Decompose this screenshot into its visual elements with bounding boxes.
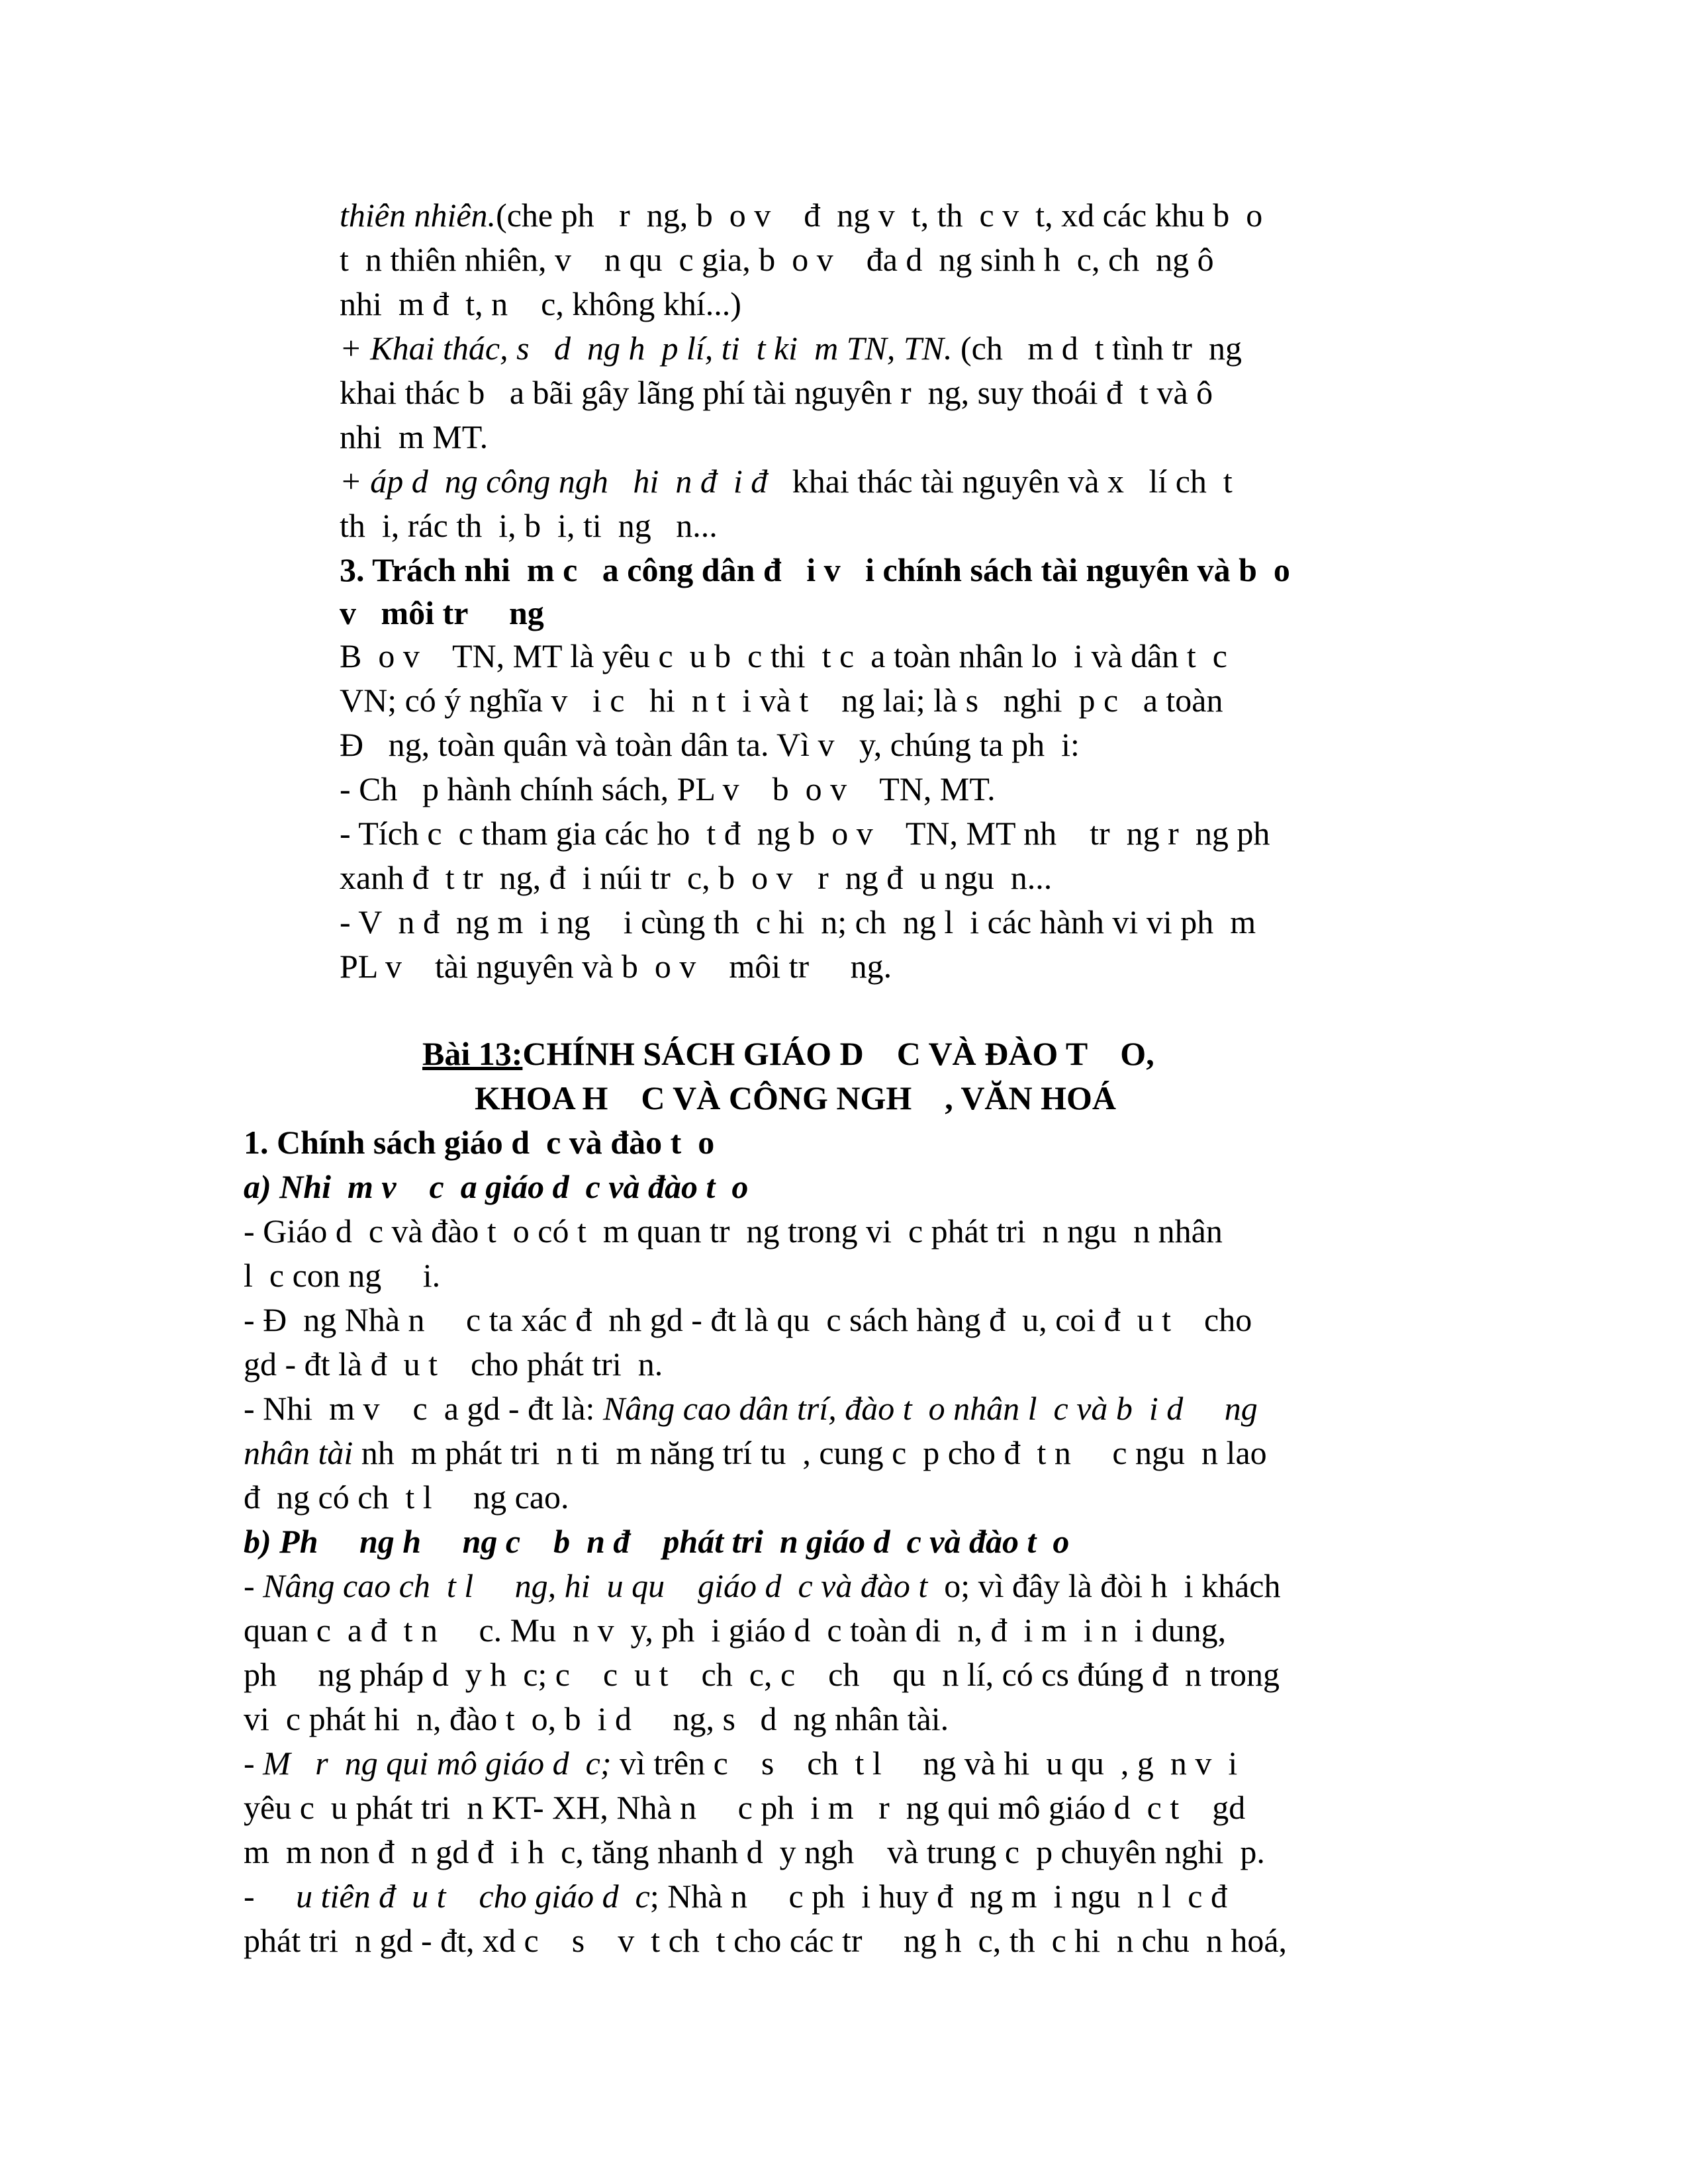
text-line — [244, 1654, 1280, 1695]
text-run: khai thác tài nguyên và x lí ch t — [775, 463, 1233, 500]
text-run: M r ng qui mô giáo d c; — [263, 1745, 620, 1782]
text-line — [340, 239, 1214, 280]
text-run: 3. Trách nhi m c a công dân đ i v i chính sách tài nguyên và b o — [340, 551, 1290, 588]
text-run: quan c a đ t n c. Mu n v y, ph i giáo d c toàn di n, đ i m i n i dung, — [244, 1612, 1227, 1649]
text-line — [244, 1343, 663, 1385]
text-run: (ch m d t tình tr ng — [961, 330, 1242, 367]
text-run: khai thác b a bãi gây lãng phí tài nguyên r ng, suy thoái đ t và ô — [340, 374, 1213, 411]
text-line — [340, 813, 1270, 854]
text-run: - — [244, 1567, 263, 1604]
text-run: B o v TN, MT là yêu c u b c thi t c a toàn nhân lo i và dân t c — [340, 637, 1227, 674]
text-run: v môi tr ng — [340, 594, 544, 631]
text-run: nhân tài — [244, 1434, 361, 1471]
text-run: - V n đ ng m i ng i cùng th c hi n; ch ng l i các hành vi vi ph m — [340, 903, 1256, 940]
text-line — [340, 416, 488, 457]
lesson-title — [422, 1033, 1154, 1074]
text-line — [340, 283, 741, 324]
text-line — [340, 680, 1223, 721]
text-line — [244, 1255, 440, 1296]
text-run: Nâng cao ch t l ng, hi u qu giáo d c và đào t — [263, 1567, 928, 1604]
text-line — [340, 768, 996, 809]
text-line — [340, 195, 1262, 236]
text-run: l c con ng i. — [244, 1257, 441, 1294]
text-run: th i, rác th i, b i, ti ng n... — [340, 507, 718, 544]
text-run: vi c phát hi n, đào t o, b i d ng, s d ng nhân tài. — [244, 1700, 949, 1737]
text-line — [244, 1477, 569, 1518]
text-run: yêu c u phát tri n KT- XH, Nhà n c ph i m r ng qui mô giáo d c t gd — [244, 1789, 1246, 1826]
section-heading — [244, 1122, 714, 1163]
text-line — [340, 901, 1256, 942]
text-line — [244, 1787, 1245, 1828]
text-run: nhi m đ t, n c, không khí...) — [340, 285, 741, 322]
subsection-heading — [244, 1166, 748, 1207]
text-line — [340, 505, 718, 546]
text-line — [244, 1299, 1252, 1340]
text-line — [244, 1831, 1265, 1872]
text-line — [244, 1210, 1223, 1251]
text-run: Đ ng, toàn quân và toàn dân ta. Vì v y, chúng ta ph i: — [340, 726, 1080, 763]
text-run: - Tích c c tham gia các ho t đ ng b o v TN, MT nh tr ng r ng ph — [340, 815, 1270, 852]
text-run: - Đ ng Nhà n c ta xác đ nh gd - đt là qu c sách hàng đ u, coi đ u t cho — [244, 1301, 1252, 1338]
text-line — [340, 635, 1227, 676]
text-line — [244, 1743, 1237, 1784]
text-run: đ ng có ch t l ng cao. — [244, 1479, 569, 1516]
subsection-heading — [244, 1521, 1069, 1562]
text-line — [244, 1610, 1226, 1651]
text-run: - Ch p hành chính sách, PL v b o v TN, MT. — [340, 770, 996, 807]
text-line — [340, 372, 1213, 413]
text-run: - Nhi m v c a gd - đt là: — [244, 1390, 603, 1427]
text-run: m m non đ n gd đ i h c, tăng nhanh d y ngh và trung c p chuyên nghi p. — [244, 1833, 1265, 1870]
text-run: t n thiên nhiên, v n qu c gia, b o v đa d ng sinh h c, ch ng ô — [340, 241, 1214, 278]
text-run: - Giáo d c và đào t o có t m quan tr ng trong vi c phát tri n ngu n nhân — [244, 1212, 1223, 1250]
text-run: - — [244, 1745, 263, 1782]
text-run: gd - đt là đ u t cho phát tri n. — [244, 1345, 663, 1383]
text-run: nh m phát tri n ti m năng trí tu , cung c p cho đ t n c ngu n lao — [361, 1434, 1267, 1471]
text-run: - — [244, 1878, 297, 1915]
text-run: VN; có ý nghĩa v i c hi n t i và t ng lai; là s nghi p c a toàn — [340, 682, 1223, 719]
section-heading — [340, 549, 1290, 590]
text-run: phát tri n gd - đt, xd c s v t ch t cho các tr ng h c, th c hi n chu n hoá, — [244, 1922, 1288, 1959]
text-run: o; vì đây là đòi h i khách — [927, 1567, 1281, 1604]
text-run: (che ph r ng, b o v đ ng v t, th c v t, xd các khu b o — [496, 197, 1263, 234]
section-heading — [340, 592, 544, 633]
lesson-title — [475, 1077, 1116, 1118]
text-run: ph ng pháp d y h c; c c u t ch c, c ch qu n lí, có cs đúng đ n trong — [244, 1656, 1280, 1693]
text-run: Nâng cao dân trí, đào t o nhân l c và b i d ng — [602, 1390, 1258, 1427]
text-run: CHÍNH SÁCH GIÁO D C VÀ ĐÀO T O, — [522, 1035, 1154, 1072]
text-run: 1. Chính sách giáo d c và đào t o — [244, 1124, 715, 1161]
text-run: nhi m MT. — [340, 418, 489, 455]
text-run: a) Nhi m v c a giáo d c và đào t o — [244, 1168, 749, 1205]
text-line — [244, 1920, 1287, 1961]
text-run: PL v tài nguyên và b o v môi tr ng. — [340, 948, 892, 985]
text-run: thiên nhiên. — [340, 197, 496, 234]
text-line — [244, 1698, 949, 1739]
text-run: u tiên đ u t cho giáo d c — [296, 1878, 650, 1915]
text-run: + Khai thác, s d ng h p lí, ti t ki m TN, TN. — [340, 330, 961, 367]
text-line — [340, 461, 1233, 502]
text-run: Bài 13: — [422, 1035, 523, 1072]
text-line — [244, 1876, 1227, 1917]
text-line — [244, 1432, 1267, 1473]
text-run: b) Ph ng h ng c b n đ phát tri n giáo d c và đào t o — [244, 1523, 1070, 1560]
text-line — [340, 857, 1052, 898]
text-line — [340, 946, 892, 987]
text-run: vì trên c s ch t l ng và hi u qu , g n v i — [620, 1745, 1238, 1782]
text-line — [244, 1388, 1258, 1429]
text-line — [340, 328, 1242, 369]
text-line — [340, 724, 1080, 765]
text-run: + áp d ng công ngh hi n đ i đ — [340, 463, 776, 500]
text-run: ; Nhà n c ph i huy đ ng m i ngu n l c đ — [649, 1878, 1227, 1915]
text-run: KHOA H C VÀ CÔNG NGH , VĂN HOÁ — [475, 1079, 1117, 1116]
text-line — [244, 1565, 1280, 1606]
text-run: xanh đ t tr ng, đ i núi tr c, b o v r ng đ u ngu n... — [340, 859, 1053, 896]
